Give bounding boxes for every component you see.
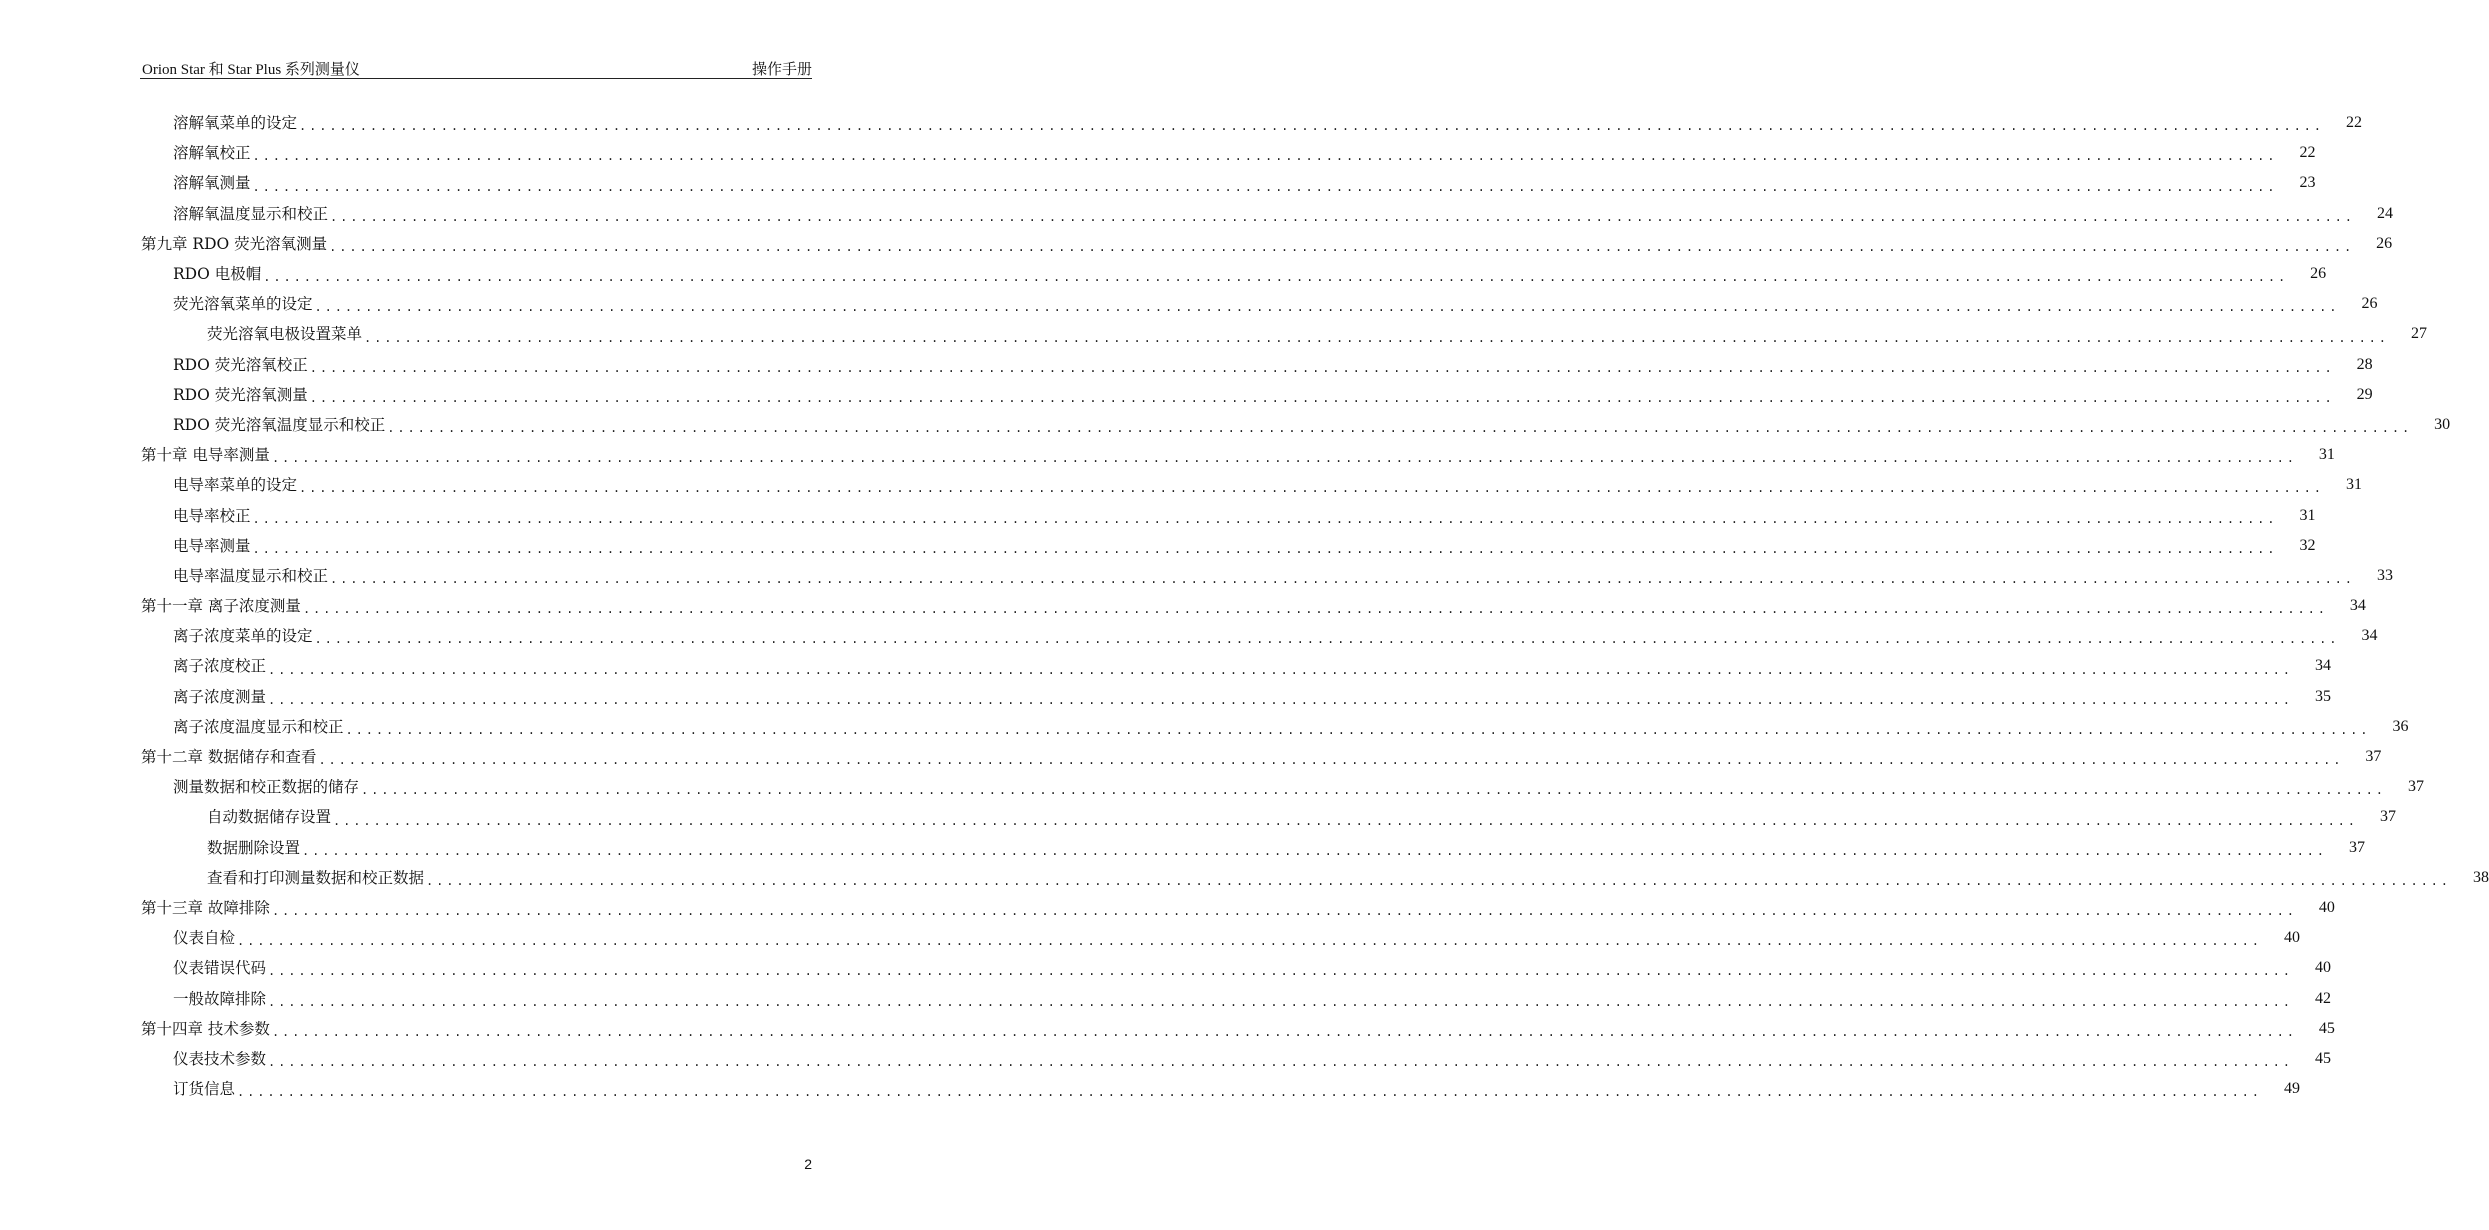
toc-entry-page: 42 [2314, 989, 2331, 1007]
toc-entry-page: 30 [2434, 415, 2451, 433]
toc-dot-leader: ........................................................................................................................................................................................................ [263, 270, 2289, 285]
toc-entry[interactable] [140, 199, 2393, 229]
toc-entry-title: 离子浓度菜单的设定 [173, 627, 313, 646]
toc-dot-leader: ........................................................................................................................................................................................................ [314, 300, 2340, 315]
toc-entry-title: 荧光溶氧菜单的设定 [173, 295, 313, 314]
toc-entry[interactable] [140, 138, 2316, 168]
toc-entry[interactable] [140, 682, 2331, 712]
toc-entry-title: 订货信息 [173, 1080, 236, 1099]
toc-entry-page: 34 [2314, 657, 2331, 675]
toc-entry-title: 溶解氧菜单的设定 [173, 114, 298, 133]
toc-dot-leader: ........................................................................................................................................................................................................ [387, 421, 2413, 436]
toc-entry[interactable] [140, 380, 2373, 410]
toc-entry-page: 37 [2407, 778, 2424, 796]
header-manual-label: 操作手册 [751, 62, 812, 78]
toc-entry[interactable] [140, 651, 2331, 681]
page-number: 2 [804, 1156, 812, 1172]
toc-entry-title: 溶解氧测量 [173, 174, 251, 193]
toc-entry-page: 37 [2348, 838, 2365, 856]
toc-entry-page: 36 [2392, 717, 2409, 735]
toc-entry-title: 第十三章 故障排除 [141, 898, 270, 917]
toc-entry[interactable] [140, 108, 2362, 138]
toc-entry-page: 49 [2283, 1080, 2300, 1098]
toc-entry[interactable] [140, 893, 2335, 923]
toc-dot-leader: ........................................................................................................................................................................................................ [268, 964, 2293, 979]
toc-entry-page: 34 [2349, 597, 2366, 615]
toc-entry[interactable] [140, 772, 2424, 802]
toc-entry-page: 31 [2318, 446, 2335, 464]
toc-entry-title: 电导率校正 [173, 506, 251, 525]
toc-dot-leader: ........................................................................................................................................................................................................ [314, 632, 2340, 647]
toc-dot-leader: ........................................................................................................................................................................................................ [268, 662, 2293, 677]
toc-dot-leader: ........................................................................................................................................................................................................ [252, 179, 2278, 194]
toc-entry[interactable] [140, 259, 2327, 289]
toc-entry[interactable] [140, 470, 2362, 500]
toc-dot-leader: ........................................................................................................................................................................................................ [252, 149, 2278, 164]
toc-entry-page: 40 [2318, 898, 2335, 916]
toc-entry-page: 40 [2314, 959, 2331, 977]
toc-entry-title: 第十四章 技术参数 [141, 1019, 270, 1038]
toc-entry-title: 仪表错误代码 [173, 959, 267, 978]
toc-entry-title: 电导率菜单的设定 [173, 476, 298, 495]
toc-entry-title: 仪表自检 [173, 929, 236, 948]
toc-entry-page: 27 [2410, 325, 2427, 343]
toc-entry-page: 31 [2345, 476, 2362, 494]
toc-dot-leader: ........................................................................................................................................................................................................ [237, 934, 2262, 949]
toc-dot-leader: ........................................................................................................................................................................................................ [329, 239, 2355, 254]
toc-dot-leader: ........................................................................................................................................................................................................ [299, 119, 2324, 134]
toc-dot-leader: ........................................................................................................................................................................................................ [330, 572, 2355, 586]
toc-entry[interactable] [140, 923, 2300, 953]
toc-dot-leader: ........................................................................................................................................................................................................ [268, 692, 2293, 707]
toc-entry-page: 35 [2314, 687, 2331, 705]
toc-dot-leader: ........................................................................................................................................................................................................ [333, 813, 2358, 828]
toc-entry-title: 第十二章 数据储存和查看 [141, 748, 317, 767]
toc-entry[interactable] [140, 833, 2365, 863]
toc-dot-leader: ........................................................................................................................................................................................................ [268, 994, 2293, 1009]
toc-entry[interactable] [140, 319, 2427, 349]
toc-entry-title: 第十章 电导率测量 [141, 446, 270, 465]
toc-dot-leader: ........................................................................................................................................................................................................ [252, 511, 2278, 526]
toc-dot-leader: ........................................................................................................................................................................................................ [345, 722, 2371, 737]
toc-entry-title: RDO 荧光溶氧温度显示和校正 [173, 415, 386, 434]
toc-entry-page: 22 [2345, 114, 2362, 132]
toc-dot-leader: ........................................................................................................................................................................................................ [426, 873, 2451, 888]
header-document-title: Orion Star 和 Star Plus 系列测量仪 [142, 62, 360, 78]
toc-entry[interactable] [140, 983, 2331, 1013]
toc-entry-title: 查看和打印测量数据和校正数据 [207, 868, 425, 887]
toc-entry[interactable] [140, 561, 2393, 591]
toc-entry[interactable] [140, 350, 2373, 380]
toc-entry-title: 电导率温度显示和校正 [173, 566, 329, 585]
toc-entry-title: 第十一章 离子浓度测量 [141, 597, 301, 616]
toc-entry-title: 第九章 RDO 荧光溶氧测量 [141, 234, 328, 253]
toc-entry[interactable] [140, 953, 2331, 983]
toc-entry-title: RDO 荧光溶氧测量 [173, 385, 308, 404]
toc-entry-page: 37 [2379, 808, 2396, 826]
toc-entry-title: RDO 荧光溶氧校正 [173, 355, 308, 374]
toc-entry-title: 溶解氧温度显示和校正 [173, 204, 329, 223]
toc-entry-page: 23 [2299, 174, 2316, 192]
table-of-contents [140, 108, 2489, 1104]
toc-entry[interactable] [140, 531, 2316, 561]
toc-dot-leader: ........................................................................................................................................................................................................ [364, 330, 2389, 345]
toc-dot-leader: ........................................................................................................................................................................................................ [361, 783, 2386, 798]
toc-entry-page: 26 [2310, 265, 2327, 283]
toc-dot-leader: ........................................................................................................................................................................................................ [271, 904, 2297, 919]
toc-entry-page: 31 [2299, 506, 2316, 524]
toc-dot-leader: ........................................................................................................................................................................................................ [318, 753, 2344, 768]
toc-entry-title: RDO 电极帽 [173, 265, 262, 284]
toc-entry[interactable] [140, 229, 2393, 259]
toc-entry-title: 溶解氧校正 [173, 144, 251, 163]
toc-entry[interactable] [140, 742, 2382, 772]
toc-entry[interactable] [140, 621, 2378, 651]
toc-dot-leader: ........................................................................................................................................................................................................ [252, 541, 2278, 556]
toc-dot-leader: ........................................................................................................................................................................................................ [271, 1024, 2297, 1039]
toc-entry-page: 40 [2283, 929, 2300, 947]
toc-entry-page: 24 [2376, 204, 2393, 222]
toc-entry-page: 33 [2376, 566, 2393, 584]
toc-entry[interactable] [140, 712, 2409, 742]
toc-entry-page: 45 [2314, 1049, 2331, 1067]
toc-entry[interactable] [140, 1044, 2331, 1074]
toc-entry[interactable] [140, 289, 2378, 319]
toc-entry-title: 数据删除设置 [207, 838, 301, 857]
toc-entry-title: 电导率测量 [173, 536, 251, 555]
toc-entry-title: 荧光溶氧电极设置菜单 [207, 325, 363, 344]
toc-dot-leader: ........................................................................................................................................................................................................ [268, 1055, 2293, 1069]
toc-entry-page: 28 [2356, 355, 2373, 373]
toc-entry-page: 29 [2356, 385, 2373, 403]
toc-entry[interactable] [140, 500, 2316, 530]
toc-dot-leader: ........................................................................................................................................................................................................ [330, 209, 2355, 224]
toc-entry[interactable] [140, 1014, 2335, 1044]
toc-dot-leader: ........................................................................................................................................................................................................ [302, 602, 2328, 617]
toc-entry-page: 45 [2318, 1019, 2335, 1037]
toc-entry-title: 仪表技术参数 [173, 1049, 267, 1068]
header-divider [140, 78, 812, 79]
page-header [142, 56, 812, 78]
toc-entry-page: 34 [2361, 627, 2378, 645]
toc-entry-title: 自动数据储存设置 [207, 808, 332, 827]
toc-entry-page: 26 [2361, 295, 2378, 313]
toc-dot-leader: ........................................................................................................................................................................................................ [309, 360, 2335, 375]
toc-entry[interactable] [140, 168, 2316, 198]
toc-entry-page: 38 [2472, 868, 2489, 886]
toc-entry-page: 26 [2376, 234, 2393, 252]
toc-entry-page: 37 [2365, 748, 2382, 766]
toc-entry[interactable] [140, 863, 2489, 893]
toc-entry[interactable] [140, 591, 2366, 621]
toc-entry[interactable] [140, 1074, 2300, 1104]
toc-entry-page: 32 [2299, 536, 2316, 554]
toc-dot-leader: ........................................................................................................................................................................................................ [299, 481, 2324, 496]
toc-entry[interactable] [140, 802, 2396, 832]
toc-entry-title: 测量数据和校正数据的储存 [173, 778, 360, 797]
toc-entry-title: 离子浓度校正 [173, 657, 267, 676]
toc-entry-title: 离子浓度温度显示和校正 [173, 717, 344, 736]
toc-entry-title: 离子浓度测量 [173, 687, 267, 706]
toc-entry[interactable] [140, 440, 2335, 470]
toc-dot-leader: ........................................................................................................................................................................................................ [271, 451, 2297, 466]
toc-entry-title: 一般故障排除 [173, 989, 267, 1008]
toc-dot-leader: ........................................................................................................................................................................................................ [237, 1085, 2262, 1100]
toc-entry-page: 22 [2299, 144, 2316, 162]
toc-entry[interactable] [140, 410, 2451, 440]
toc-dot-leader: ........................................................................................................................................................................................................ [309, 390, 2335, 405]
toc-dot-leader: ........................................................................................................................................................................................................ [302, 843, 2327, 858]
